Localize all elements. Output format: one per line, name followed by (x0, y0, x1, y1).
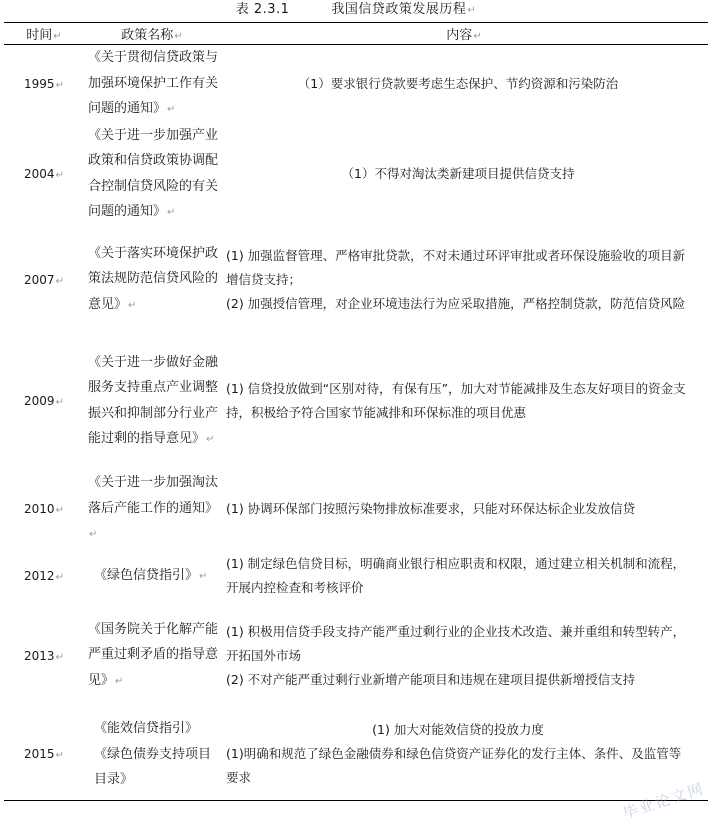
table-row (4, 709, 708, 801)
paragraph-mark-icon: ↵ (167, 104, 176, 115)
paragraph-mark-icon: ↵ (467, 5, 477, 16)
paragraph-mark-icon: ↵ (115, 675, 124, 687)
paragraph-mark-icon: ↵ (55, 170, 64, 181)
policy-name-cell: 《国务院关于化解产能严重过剩矛盾的指导意见》↵ (88, 621, 219, 688)
paragraph-mark-icon: ↵ (473, 31, 482, 42)
year-cell: 2015↵ (4, 709, 84, 801)
content-cell (220, 550, 708, 603)
policy-name-item: 《绿色债券支持项目目录》 (94, 746, 212, 787)
table-row (4, 123, 708, 226)
policy-name-item: 《能效信贷指引》 (94, 721, 199, 736)
paragraph-mark-icon: ↵ (55, 505, 64, 516)
year-cell: 2013↵ (24, 648, 64, 663)
policy-name-cell: 《关于进一步加强淘汰落后产能工作的通知》↵ (88, 475, 219, 541)
paragraph-mark-icon: ↵ (55, 275, 64, 287)
table-row (4, 550, 708, 603)
content-item: (1)明确和规范了绿色金融债券和绿色信贷资产证券化的发行主体、条件、及监管等要求 (226, 746, 682, 786)
paragraph-mark-icon: ↵ (167, 207, 176, 218)
table-row (4, 469, 708, 550)
paragraph-mark-icon: ↵ (89, 529, 98, 541)
content-item: (1) 协调环保部门按照污染物排放标准要求，只能对环保达标企业发放信贷 (226, 501, 636, 516)
paragraph-mark-icon: ↵ (55, 750, 64, 762)
caption-number: 表 2.3.1 (235, 2, 290, 17)
content-item: (1) 加强监督管理、严格审批贷款，不对未通过环评审批或者环保设施验收的项目新增信贷支持； (226, 247, 686, 287)
table-caption (0, 0, 712, 22)
paragraph-mark-icon: ↵ (55, 651, 64, 663)
paragraph-mark-icon: ↵ (206, 434, 215, 445)
content-item: (2) 不对产能严重过剩行业新增产能项目和违规在建项目提供新增授信支持 (226, 671, 636, 687)
policy-name-cell: 《关于贯彻信贷政策与加强环境保护工作有关问题的通知》↵ (88, 50, 219, 116)
year-cell: 2009↵ (24, 394, 64, 408)
content-cell (220, 603, 708, 709)
paragraph-mark-icon: ↵ (55, 572, 64, 583)
content-cell (220, 123, 708, 226)
content-cell (220, 45, 708, 123)
paragraph-mark-icon: ↵ (53, 31, 62, 42)
header-content: 内容↵ (220, 23, 708, 45)
table-row (4, 45, 708, 123)
policy-table (4, 22, 708, 801)
content-item: (1) 加大对能效信贷的投放力度 (372, 722, 544, 738)
paragraph-mark-icon: ↵ (199, 570, 208, 582)
content-item: （1）要求银行贷款要考虑生态保护、节约资源和污染防治 (297, 75, 619, 91)
header-time: 时间↵ (4, 23, 84, 45)
content-item: (1) 信贷投放做到“区别对待，有保有压”，加大对节能减排及生态友好项目的资金支持，积极给予符合国家节能减排和环保标准的项目优惠 (226, 381, 686, 420)
table-row (4, 226, 708, 334)
content-item: (1) 积极用信贷手段支持产能严重过剩行业的企业技术改造、兼并重组和转型转产，开拓国外市场 (226, 623, 686, 663)
policy-name-cell: 《关于落实环境保护政策法规防范信贷风险的意见》↵ (88, 245, 219, 312)
content-cell (220, 226, 708, 334)
year-cell: 1995↵ (24, 76, 64, 91)
paragraph-mark-icon: ↵ (128, 299, 137, 311)
content-item: (1) 制定绿色信贷目标，明确商业银行相应职责和权限，通过建立相关机制和流程，开展内控检查和考核评价 (226, 556, 686, 595)
table-header-row (4, 23, 708, 45)
paragraph-mark-icon: ↵ (55, 397, 64, 408)
policy-name-cell: 《绿色信贷指引》↵ (94, 567, 208, 583)
content-cell (220, 334, 708, 469)
content-item: （1）不得对淘汰类新建项目提供信贷支持 (341, 166, 575, 181)
year-cell: 2007↵ (24, 272, 64, 287)
paragraph-mark-icon: ↵ (174, 31, 183, 42)
caption-title: 我国信贷政策发展历程 (331, 2, 467, 17)
table-row (4, 603, 708, 709)
content-item: (2) 加强授信管理，对企业环境违法行为应采取措施，严格控制贷款，防范信贷风险 (226, 295, 686, 311)
year-cell: 2012↵ (24, 569, 64, 583)
paragraph-mark-icon: ↵ (55, 79, 64, 91)
content-cell (220, 469, 708, 550)
header-policy-name: 政策名称↵ (84, 23, 220, 45)
policy-name-cell: 《关于进一步加强产业政策和信贷政策协调配合控制信贷风险的有关问题的通知》↵ (88, 127, 219, 219)
year-cell: 2004↵ (24, 167, 64, 181)
watermark-logo: 毕业论文网 (620, 779, 707, 823)
year-cell: 2010↵ (24, 502, 64, 516)
table-row (4, 334, 708, 469)
policy-name-cell (84, 709, 220, 801)
policy-name-cell: 《关于进一步做好金融服务支持重点产业调整振兴和抑制部分行业产能过剩的指导意见》↵ (88, 354, 219, 446)
content-cell (220, 709, 708, 801)
